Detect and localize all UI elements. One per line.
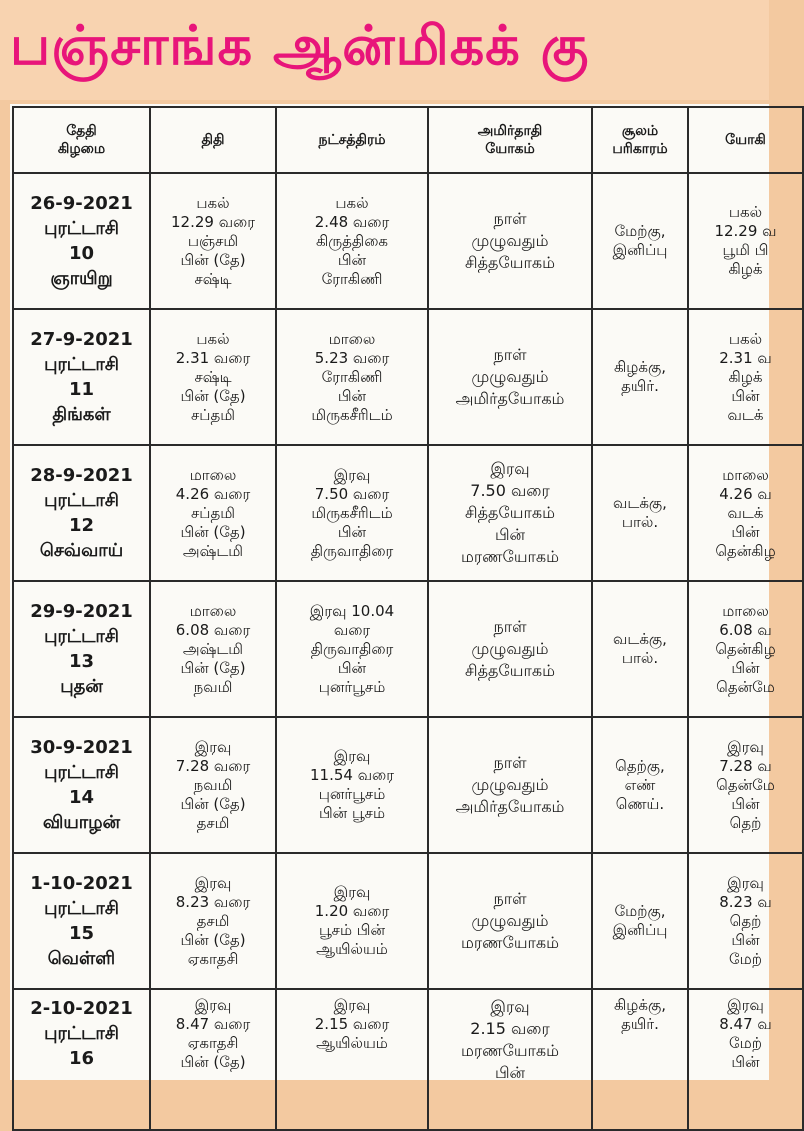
cell-soolam: கிழக்கு, தயிர். bbox=[592, 309, 688, 445]
table-row bbox=[13, 445, 803, 581]
cell-soolam: தெற்கு, எண் ணெய். bbox=[592, 717, 688, 853]
page-banner bbox=[0, 0, 769, 100]
cell-yogi: மாலை 4.26 வ வடக் பின் தென்கிழ bbox=[688, 445, 803, 581]
cell-amirtha: இரவு 2.15 வரை மரணயோகம் பின் bbox=[428, 989, 592, 1130]
cell-amirtha: இரவு 7.50 வரை சித்தயோகம் பின் மரணயோகம் bbox=[428, 445, 592, 581]
table-row bbox=[13, 173, 803, 309]
table-row bbox=[13, 989, 803, 1130]
cell-date: 27-9-2021 புரட்டாசி 11 திங்கள் bbox=[13, 309, 150, 445]
cell-thithi: மாலை 4.26 வரை சப்தமி பின் (தே) அஷ்டமி bbox=[150, 445, 276, 581]
header-soolam-pariharam: சூலம் பரிகாரம் bbox=[592, 107, 688, 173]
cell-soolam: மேற்கு, இனிப்பு bbox=[592, 853, 688, 989]
cell-nakshatra: இரவு 10.04 வரை திருவாதிரை பின் புனர்பூசம் bbox=[276, 581, 428, 717]
panchangam-table bbox=[12, 106, 804, 1131]
header-nakshatra: நட்சத்திரம் bbox=[276, 107, 428, 173]
cell-date: 30-9-2021 புரட்டாசி 14 வியாழன் bbox=[13, 717, 150, 853]
cell-nakshatra: இரவு 2.15 வரை ஆயில்யம் bbox=[276, 989, 428, 1130]
table-header-row bbox=[13, 107, 803, 173]
cell-nakshatra: இரவு 1.20 வரை பூசம் பின் ஆயில்யம் bbox=[276, 853, 428, 989]
cell-thithi: இரவு 8.23 வரை தசமி பின் (தே) ஏகாதசி bbox=[150, 853, 276, 989]
banner-title: பஞ்சாங்க ஆன்மிகக் கு bbox=[10, 14, 590, 77]
cell-soolam: வடக்கு, பால். bbox=[592, 581, 688, 717]
cell-date: 1-10-2021 புரட்டாசி 15 வெள்ளி bbox=[13, 853, 150, 989]
cell-date: 26-9-2021 புரட்டாசி 10 ஞாயிறு bbox=[13, 173, 150, 309]
cell-nakshatra: பகல் 2.48 வரை கிருத்திகை பின் ரோகிணி bbox=[276, 173, 428, 309]
cell-thithi: மாலை 6.08 வரை அஷ்டமி பின் (தே) நவமி bbox=[150, 581, 276, 717]
table-row bbox=[13, 853, 803, 989]
header-date-day: தேதி கிழமை bbox=[13, 107, 150, 173]
cell-thithi: பகல் 2.31 வரை சஷ்டி பின் (தே) சப்தமி bbox=[150, 309, 276, 445]
cell-yogi: இரவு 8.23 வ தெற் பின் மேற் bbox=[688, 853, 803, 989]
cell-thithi: இரவு 8.47 வரை ஏகாதசி பின் (தே) bbox=[150, 989, 276, 1130]
table-row bbox=[13, 309, 803, 445]
cell-nakshatra: இரவு 11.54 வரை புனர்பூசம் பின் பூசம் bbox=[276, 717, 428, 853]
cell-yogi: மாலை 6.08 வ தென்கிழ பின் தென்மே bbox=[688, 581, 803, 717]
cell-yogi: இரவு 8.47 வ மேற் பின் bbox=[688, 989, 803, 1130]
cell-amirtha: நாள் முழுவதும் மரணயோகம் bbox=[428, 853, 592, 989]
cell-amirtha: நாள் முழுவதும் அமிர்தயோகம் bbox=[428, 717, 592, 853]
cell-nakshatra: மாலை 5.23 வரை ரோகிணி பின் மிருகசீரிடம் bbox=[276, 309, 428, 445]
cell-yogi: பகல் 2.31 வ கிழக் பின் வடக் bbox=[688, 309, 803, 445]
cell-nakshatra: இரவு 7.50 வரை மிருகசீரிடம் பின் திருவாதிரை bbox=[276, 445, 428, 581]
table-row bbox=[13, 717, 803, 853]
cell-date: 2-10-2021 புரட்டாசி 16 bbox=[13, 989, 150, 1130]
cell-amirtha: நாள் முழுவதும் சித்தயோகம் bbox=[428, 581, 592, 717]
header-yogi: யோகி bbox=[688, 107, 803, 173]
cell-thithi: இரவு 7.28 வரை நவமி பின் (தே) தசமி bbox=[150, 717, 276, 853]
cell-yogi: இரவு 7.28 வ தென்மே பின் தெற் bbox=[688, 717, 803, 853]
cell-soolam: கிழக்கு, தயிர். bbox=[592, 989, 688, 1130]
cell-amirtha: நாள் முழுவதும் அமிர்தயோகம் bbox=[428, 309, 592, 445]
header-amirthathi-yogam: அமிர்தாதி யோகம் bbox=[428, 107, 592, 173]
cell-soolam: மேற்கு, இனிப்பு bbox=[592, 173, 688, 309]
table-row bbox=[13, 581, 803, 717]
cell-soolam: வடக்கு, பால். bbox=[592, 445, 688, 581]
cell-thithi: பகல் 12.29 வரை பஞ்சமி பின் (தே) சஷ்டி bbox=[150, 173, 276, 309]
cell-amirtha: நாள் முழுவதும் சித்தயோகம் bbox=[428, 173, 592, 309]
cell-date: 28-9-2021 புரட்டாசி 12 செவ்வாய் bbox=[13, 445, 150, 581]
panchangam-sheet bbox=[10, 104, 777, 1082]
cell-date: 29-9-2021 புரட்டாசி 13 புதன் bbox=[13, 581, 150, 717]
cell-yogi: பகல் 12.29 வ பூமி பி கிழக் bbox=[688, 173, 803, 309]
header-thithi: திதி bbox=[150, 107, 276, 173]
